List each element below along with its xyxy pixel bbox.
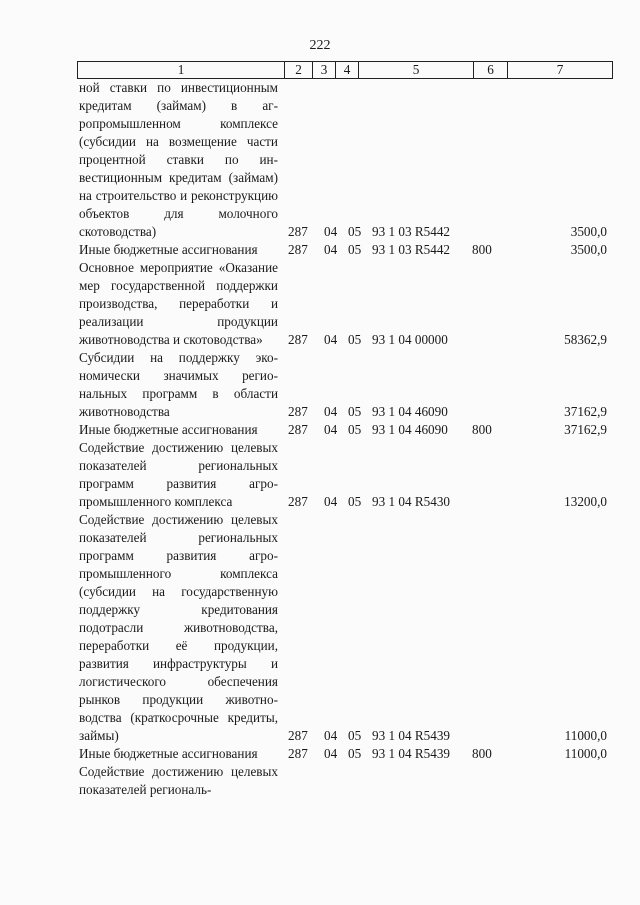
target-article-code: 93 1 04 00000 bbox=[372, 332, 448, 347]
amount: 11000,0 bbox=[564, 728, 607, 743]
target-article-code: 93 1 04 46090 bbox=[372, 404, 448, 419]
section-code: 04 bbox=[324, 404, 338, 419]
table-column-numbers bbox=[77, 61, 613, 79]
column-number-3: 3 bbox=[313, 62, 336, 79]
admin-code: 287 bbox=[288, 242, 308, 257]
section-code: 04 bbox=[324, 746, 338, 761]
subsection-code: 05 bbox=[348, 728, 362, 743]
subsection-code: 05 bbox=[348, 746, 362, 761]
amount: 11000,0 bbox=[564, 746, 607, 761]
expense-type-code: 800 bbox=[472, 746, 492, 761]
amount: 13200,0 bbox=[564, 494, 607, 509]
target-article-code: 93 1 04 46090 bbox=[372, 422, 448, 437]
table-row bbox=[77, 349, 607, 421]
admin-code: 287 bbox=[288, 224, 308, 239]
budget-table-body bbox=[77, 79, 607, 799]
target-article-code: 93 1 04 R5430 bbox=[372, 494, 451, 509]
admin-code: 287 bbox=[288, 404, 308, 419]
target-article-code: 93 1 03 R5442 bbox=[372, 242, 451, 257]
page-number: 222 bbox=[309, 38, 331, 53]
section-code: 04 bbox=[324, 224, 338, 239]
expense-type-code: 800 bbox=[472, 242, 492, 257]
table-row bbox=[77, 241, 607, 259]
amount: 37162,9 bbox=[564, 422, 607, 437]
column-number-5: 5 bbox=[359, 62, 474, 79]
column-number-2: 2 bbox=[285, 62, 313, 79]
row-description: Основное мероприятие «Оказание мер государственной поддержки производства, переработки и реализации продукции животноводства и скотоводства» bbox=[79, 260, 278, 347]
section-code: 04 bbox=[324, 242, 338, 257]
row-description: ной ставки по инвестиционным кредитам (займам) в агропромышленном комплексе (субсидии на возмещение части процентной ставки по инвестиционным кредитам (займам) на строительство и реконструкцию объектов для молочного скотоводства) bbox=[79, 80, 278, 239]
subsection-code: 05 bbox=[348, 422, 362, 437]
amount: 58362,9 bbox=[564, 332, 607, 347]
table-row bbox=[77, 439, 607, 511]
section-code: 04 bbox=[324, 422, 338, 437]
row-codes bbox=[278, 493, 607, 511]
target-article-code: 93 1 04 R5439 bbox=[372, 746, 451, 761]
subsection-code: 05 bbox=[348, 242, 362, 257]
section-code: 04 bbox=[324, 728, 338, 743]
table-row bbox=[77, 511, 607, 745]
row-codes bbox=[278, 241, 607, 259]
row-codes bbox=[278, 421, 607, 439]
section-code: 04 bbox=[324, 332, 338, 347]
row-codes bbox=[278, 727, 607, 745]
subsection-code: 05 bbox=[348, 224, 362, 239]
admin-code: 287 bbox=[288, 728, 308, 743]
section-code: 04 bbox=[324, 494, 338, 509]
admin-code: 287 bbox=[288, 746, 308, 761]
row-description: Иные бюджетные ассигнования bbox=[79, 422, 258, 437]
column-number-7: 7 bbox=[508, 62, 613, 79]
admin-code: 287 bbox=[288, 494, 308, 509]
row-codes bbox=[278, 745, 607, 763]
row-description: Иные бюджетные ассигнования bbox=[79, 746, 258, 761]
subsection-code: 05 bbox=[348, 332, 362, 347]
table-row bbox=[77, 745, 607, 763]
column-number-1: 1 bbox=[78, 62, 285, 79]
expense-type-code: 800 bbox=[472, 422, 492, 437]
admin-code: 287 bbox=[288, 332, 308, 347]
row-description: Субсидии на поддержку экономически значимых региональных программ в области животноводства bbox=[79, 350, 278, 419]
column-number-4: 4 bbox=[336, 62, 359, 79]
table-row bbox=[77, 79, 607, 241]
row-description: Содействие достижению целевых показателей региональных программ развития агропромышленного комплекса (субсидии на государственную поддержку кредитования подотрасли животноводства, переработки её продукции, развития инфраструктуры и логистического обеспечения рынков продукции животноводства (краткосрочные кредиты, займы) bbox=[79, 512, 278, 743]
table-row bbox=[77, 259, 607, 349]
table-row bbox=[77, 421, 607, 439]
row-description: Содействие достижению целевых показателей региональных программ развития агропромышленного комплекса bbox=[79, 440, 278, 509]
amount: 37162,9 bbox=[564, 404, 607, 419]
row-description: Иные бюджетные ассигнования bbox=[79, 242, 258, 257]
amount: 3500,0 bbox=[570, 242, 607, 257]
subsection-code: 05 bbox=[348, 404, 362, 419]
column-number-6: 6 bbox=[474, 62, 508, 79]
amount: 3500,0 bbox=[570, 224, 607, 239]
target-article-code: 93 1 04 R5439 bbox=[372, 728, 451, 743]
row-codes bbox=[278, 331, 607, 349]
row-codes bbox=[278, 403, 607, 421]
admin-code: 287 bbox=[288, 422, 308, 437]
subsection-code: 05 bbox=[348, 494, 362, 509]
row-codes bbox=[278, 223, 607, 241]
row-description: Содействие достижению целевых показателей региональ- bbox=[79, 764, 278, 797]
table-row bbox=[77, 763, 607, 799]
target-article-code: 93 1 03 R5442 bbox=[372, 224, 451, 239]
